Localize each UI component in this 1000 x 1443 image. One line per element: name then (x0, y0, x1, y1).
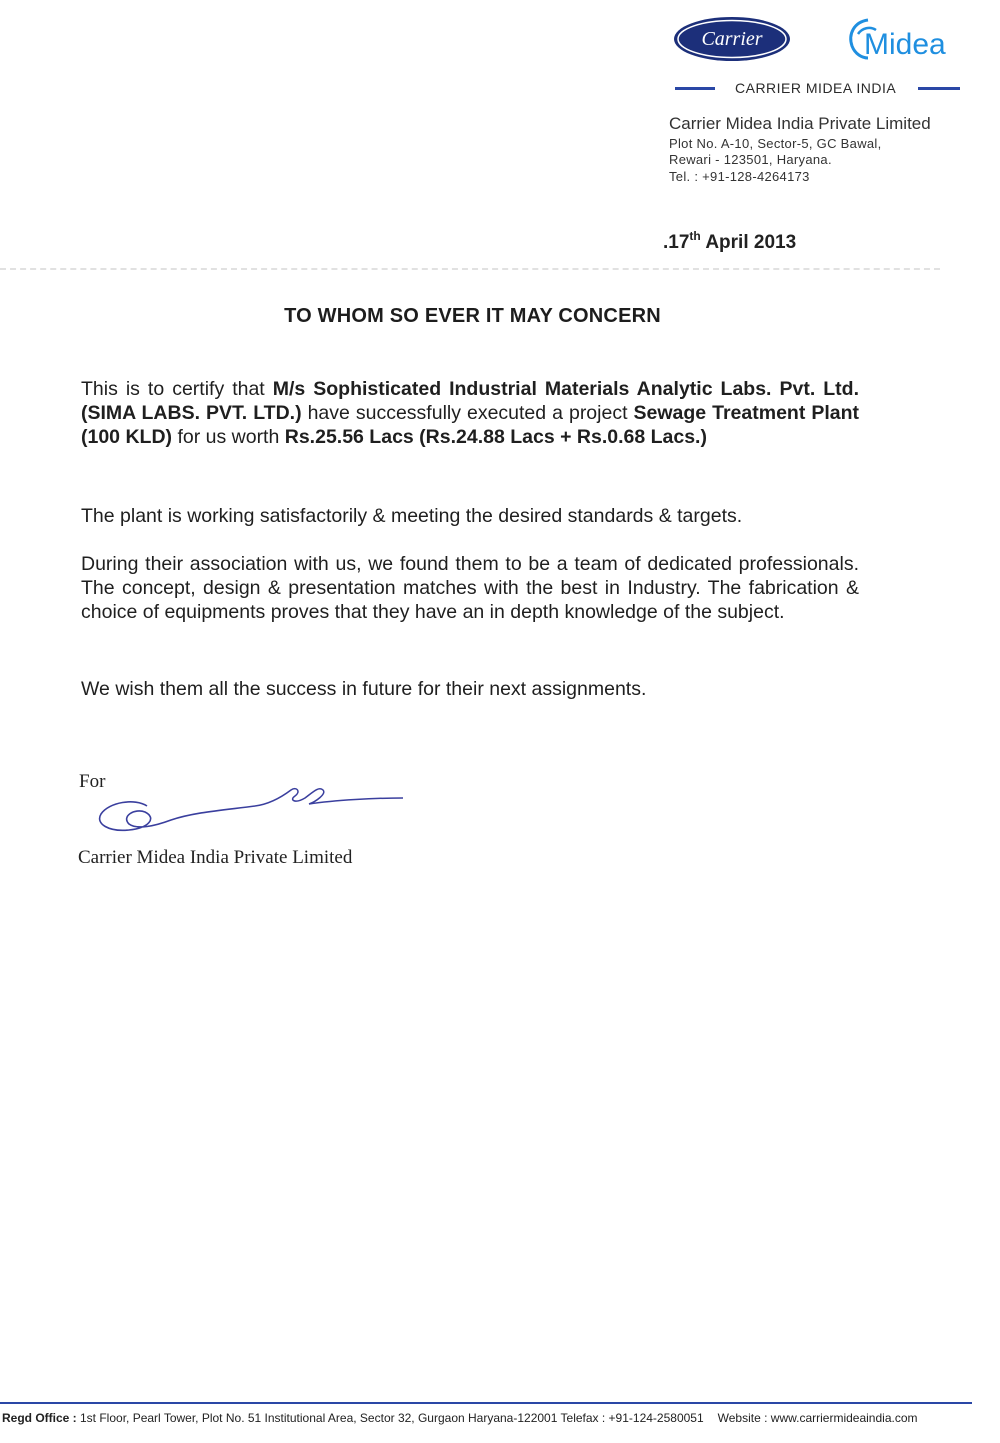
project-name-bold: Sewage Treatment Plant (100 KLD) (81, 402, 859, 448)
svg-text:Carrier: Carrier (701, 28, 763, 50)
plant-status-paragraph: The plant is working satisfactorily & meeting the desired standards & targets. (81, 505, 743, 527)
footer-website-label: Website : (717, 1411, 768, 1425)
address-line: Rewari - 123501, Haryana. (669, 152, 832, 167)
footer-telefax: +91-124-2580051 (605, 1411, 704, 1425)
handwritten-signature (95, 782, 405, 842)
footer-registered-office (2, 1411, 918, 1425)
midea-logo (846, 14, 964, 64)
brand-divider-right (918, 87, 960, 90)
footer-telefax-label: Telefax : (560, 1411, 606, 1425)
footer-regd-label: Regd Office : (2, 1411, 77, 1425)
letter-date (663, 229, 797, 254)
association-paragraph: During their association with us, we found them to be a team of dedicated professionals. The concept, design & presentation matches with the best in Industry. The fabrication & choice of equipments proves that they have an in depth knowledge of the subject. (81, 553, 859, 623)
signature-for-label: For (79, 771, 106, 792)
brand-strip-text: CARRIER MIDEA INDIA (735, 80, 897, 96)
brand-divider-left (675, 87, 715, 90)
date-prefix: . (663, 232, 669, 253)
certification-paragraph (81, 377, 859, 449)
signature-company-name: Carrier Midea India Private Limited (78, 847, 353, 868)
header-company-name: Carrier Midea India Private Limited (669, 114, 931, 133)
project-value-bold: Rs.25.56 Lacs (Rs.24.88 Lacs + Rs.0.68 Lacs.) (284, 426, 707, 448)
closing-wish-paragraph: We wish them all the success in future for their next assignments. (81, 678, 647, 700)
certify-text-2: have successfully executed a project (301, 402, 634, 424)
letter-heading: TO WHOM SO EVER IT MAY CONCERN (284, 305, 661, 327)
certify-text-1: This is to certify that (81, 378, 273, 400)
footer-rule (0, 1402, 972, 1404)
footer-address: 1st Floor, Pearl Tower, Plot No. 51 Institutional Area, Sector 32, Gurgaon Haryana-122001 (76, 1411, 561, 1425)
certify-text-3: for us worth (172, 426, 285, 448)
company-name-bold: M/s Sophisticated Industrial Materials Analytic Labs. Pvt. Ltd. (SIMA LABS. PVT. LTD.) (81, 378, 859, 424)
address-line: Plot No. A-10, Sector-5, GC Bawal, (669, 136, 882, 151)
svg-text:Midea: Midea (864, 28, 946, 61)
scan-artifact-line (0, 268, 940, 270)
date-suffix: th (689, 229, 701, 243)
carrier-logo (672, 15, 792, 63)
date-month-year: April 2013 (705, 232, 797, 253)
address-telephone: Tel. : +91-128-4264173 (669, 169, 810, 184)
footer-website: www.carriermideaindia.com (767, 1411, 918, 1425)
date-day: 17 (668, 232, 690, 253)
